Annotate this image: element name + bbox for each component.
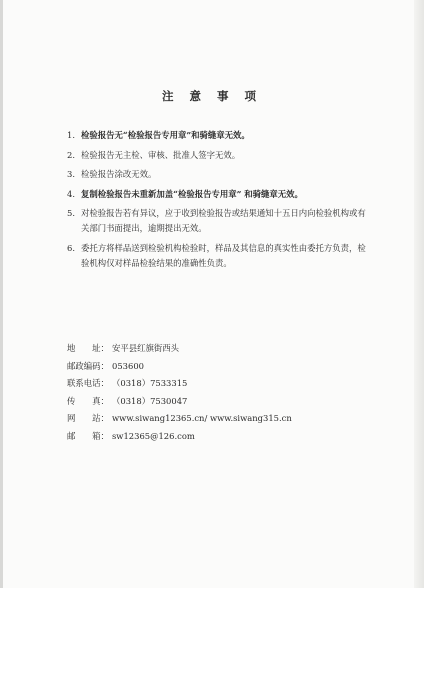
contact-row-postcode: [67, 360, 367, 372]
notice-number: 3.: [67, 169, 75, 179]
contact-value: www.siwang12365.cn/ www.siwang315.cn: [112, 413, 292, 423]
notice-item: [67, 206, 367, 236]
contact-value: 053600: [112, 360, 144, 371]
contact-info: [67, 342, 367, 447]
notice-text: 检验报告无“检验报告专用章”和骑缝章无效。: [81, 130, 250, 140]
contact-value: 安平县红旗街西头: [112, 343, 179, 353]
contact-value: （0318）7533315: [112, 378, 188, 388]
contact-value: （0318）7530047: [112, 395, 188, 406]
notice-item: [67, 167, 367, 182]
notice-text: 对检验报告若有异议，应于收到检验报告或结果通知十五日内向检验机构或有关部门书面提出，逾期提出无效。: [81, 208, 366, 233]
contact-label: 邮 箱：: [67, 430, 109, 441]
notice-number: 1.: [67, 130, 75, 140]
contact-label: 传 真：: [67, 395, 109, 406]
notice-item: [67, 241, 367, 271]
contact-value: sw12365@126.com: [112, 430, 195, 441]
contact-row-fax: [67, 395, 367, 407]
notice-item: [67, 187, 367, 202]
page-title: 注 意 事 项: [161, 89, 262, 103]
notice-text: 检验报告无主检、审核、批准人签字无效。: [81, 149, 241, 160]
notice-number: 6.: [67, 242, 75, 253]
notice-list: [67, 128, 367, 275]
contact-row-address: [67, 342, 367, 354]
notice-number: 4.: [67, 188, 75, 199]
contact-label: 联系电话：: [67, 378, 109, 388]
notice-item: [67, 128, 367, 143]
notice-text: 委托方将样品送到检验机构检验时，样品及其信息的真实性由委托方负责，检验机构仅对样品检验结果的准确性负责。: [81, 242, 366, 268]
contact-label: 网 站：: [67, 413, 109, 423]
notice-text: 检验报告涂改无效。: [81, 169, 157, 179]
contact-row-email: [67, 430, 367, 442]
contact-label: 地 址：: [67, 343, 109, 353]
contact-label: 邮政编码：: [67, 360, 109, 371]
notice-item: [67, 148, 367, 163]
contact-row-phone: [67, 377, 367, 389]
notice-number: 5.: [67, 208, 75, 218]
notice-text: 复制检验报告未重新加盖“检验报告专用章” 和骑缝章无效。: [81, 188, 303, 199]
contact-row-website: [67, 412, 367, 424]
notice-number: 2.: [67, 149, 75, 160]
